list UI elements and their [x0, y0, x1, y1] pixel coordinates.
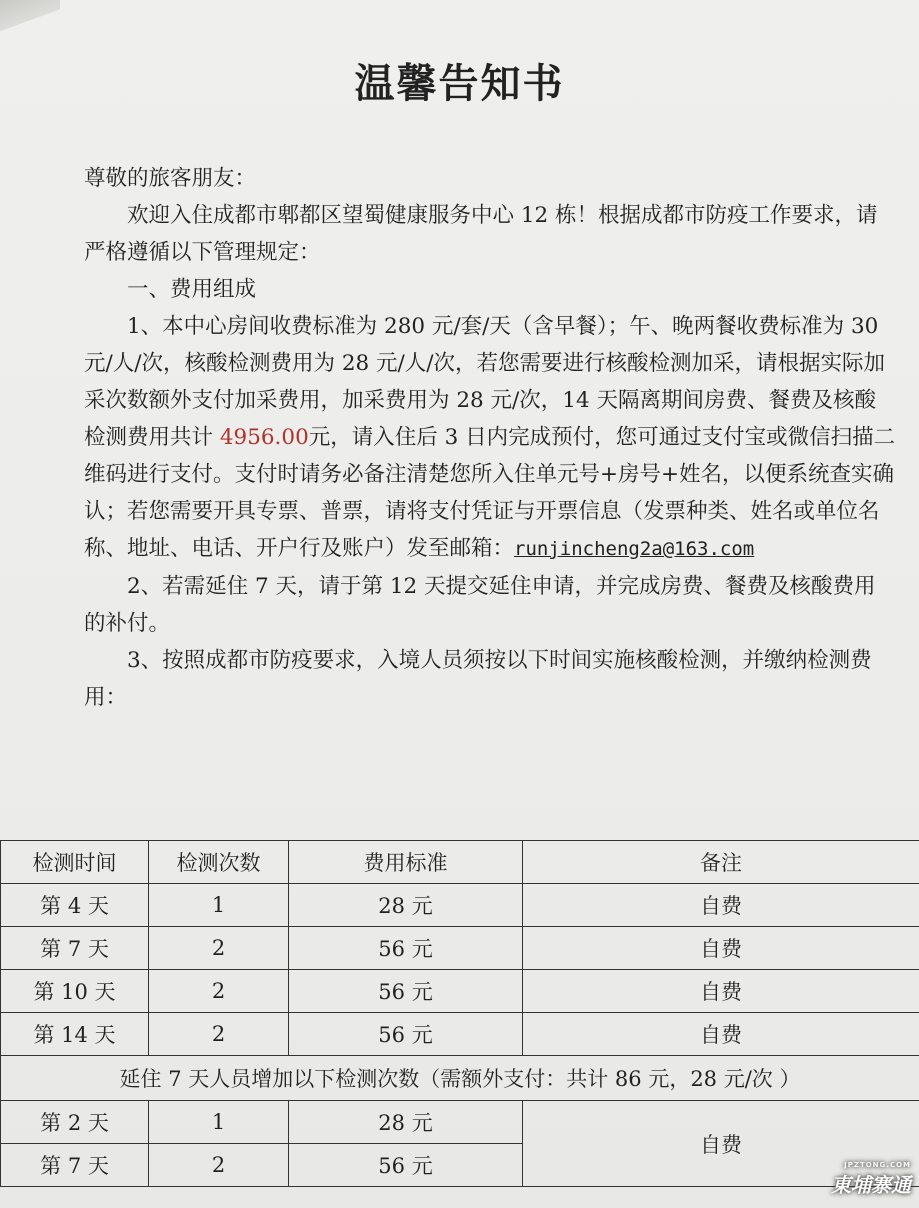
extension-note: 延住 7 天人员增加以下检测次数（需额外支付：共计 86 元，28 元/次 ） [1, 1056, 919, 1101]
table-cell: 2 [149, 970, 289, 1013]
extension-note-row [1, 1056, 919, 1101]
table-cell: 2 [149, 1013, 289, 1056]
table-cell: 第 10 天 [1, 970, 149, 1013]
table-row [1, 1101, 919, 1144]
table-cell: 56 元 [289, 927, 523, 970]
document-title: 温馨告知书 [354, 61, 565, 107]
item-1-paragraph [84, 308, 896, 568]
table-row [1, 970, 919, 1013]
intro-paragraph: 欢迎入住成都市郫都区望蜀健康服务中心 12 栋！根据成都市防疫工作要求，请严格遵循以下管理规定： [84, 203, 878, 265]
table-cell: 自费 [523, 884, 919, 927]
table-cell: 1 [149, 1101, 289, 1144]
header-cell: 费用标准 [289, 841, 523, 884]
document-body [84, 160, 896, 716]
table-cell: 2 [149, 1144, 289, 1187]
header-cell: 检测次数 [149, 841, 289, 884]
table-cell: 第 7 天 [1, 1144, 149, 1187]
table-cell: 自费 [523, 927, 919, 970]
page-fold [0, 0, 60, 40]
section-heading: 一、费用组成 [127, 277, 257, 302]
table-cell: 第 14 天 [1, 1013, 149, 1056]
item-1-text-b: 元，请入住后 3 日内完成预付，您可通过支付宝或微信扫描二维码进行支付。支付时请务必备注清楚您所入住单元号+房号+姓名，以便系统查实确认；若您需要开具专票、普票，请将支付凭证与开票信息（发票种类、姓名或单位名称、地址、电话、开户行及账户）发至邮箱： [84, 425, 896, 561]
watermark-domain: JPZTONG.COM [844, 1161, 911, 1169]
header-cell: 检测时间 [1, 841, 149, 884]
item-3-paragraph: 3、按照成都市防疫要求，入境人员须按以下时间实施核酸检测，并缴纳检测费用： [84, 648, 872, 710]
table-cell: 56 元 [289, 1013, 523, 1056]
table-cell: 第 7 天 [1, 927, 149, 970]
table-cell: 28 元 [289, 1101, 523, 1144]
email-link[interactable]: runjincheng2a@163.com [514, 538, 755, 560]
watermark-text: 東埔寨通 [831, 1173, 911, 1197]
table-row [1, 884, 919, 927]
greeting: 尊敬的旅客朋友： [84, 166, 257, 191]
item-2-paragraph: 2、若需延住 7 天，请于第 12 天提交延住申请，并完成房费、餐费及核酸费用的补付。 [84, 574, 876, 636]
table-cell: 2 [149, 927, 289, 970]
table-cell: 自费 [523, 970, 919, 1013]
table-cell: 56 元 [289, 1144, 523, 1187]
item-1-text-a: 1、本中心房间收费标准为 280 元/套/天（含早餐）；午、晚两餐收费标准为 30 元/人/次，核酸检测费用为 28 元/人/次，若您需要进行核酸检测加采，请根据实际加采次数额外支付加采费用，加采费用为 28 元/次，14 天隔离期间房费、餐费及核酸检测费用共计 [84, 314, 886, 450]
table-row [1, 1013, 919, 1056]
table-cell: 56 元 [289, 970, 523, 1013]
table-cell: 自费 [523, 1013, 919, 1056]
watermark-logo [831, 1161, 911, 1198]
table-header-row [1, 841, 919, 884]
table-cell: 第 2 天 [1, 1101, 149, 1144]
header-cell: 备注 [523, 841, 919, 884]
table-cell: 28 元 [289, 884, 523, 927]
test-fee-table [0, 840, 919, 1187]
total-amount: 4956.00 [219, 425, 309, 450]
table-cell: 自费 [523, 1101, 919, 1187]
table-row [1, 927, 919, 970]
table-cell: 1 [149, 884, 289, 927]
table-cell: 第 4 天 [1, 884, 149, 927]
